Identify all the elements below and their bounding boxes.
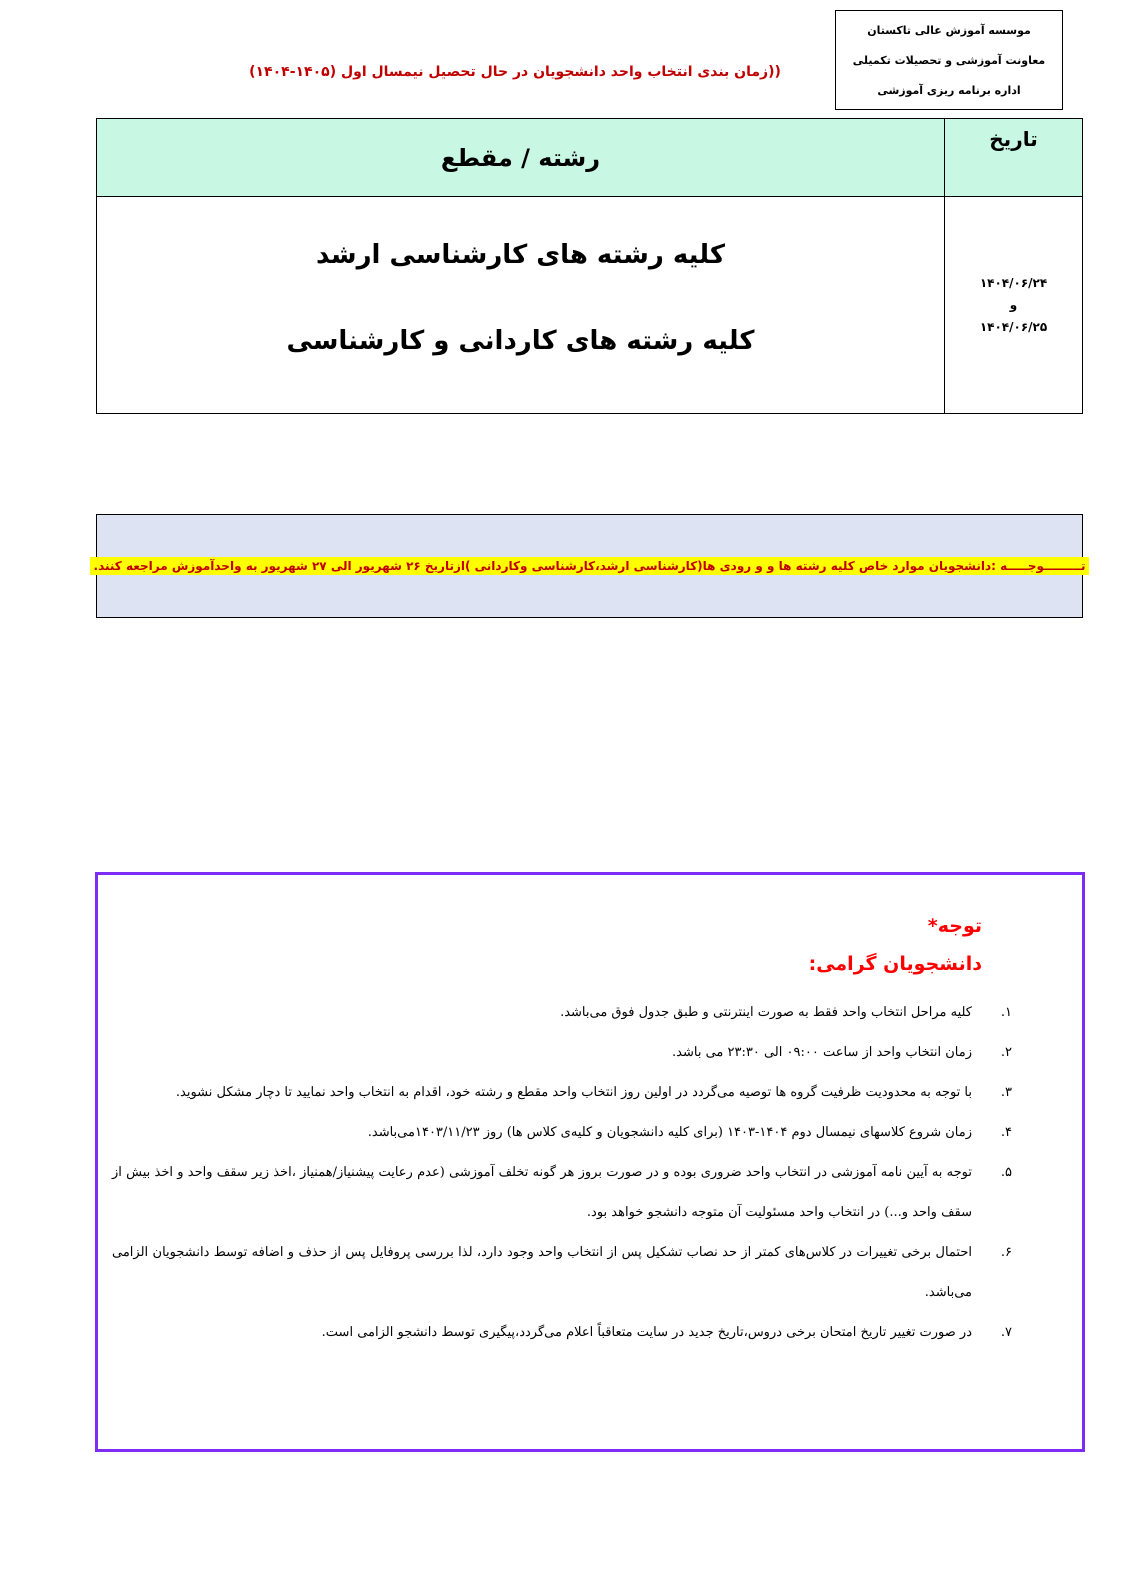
item-text: زمان انتخاب واحد از ساعت ۰۹:۰۰ الی ۲۳:۳۰ می باشد. (672, 1045, 972, 1060)
list-item (112, 1033, 1012, 1073)
notes-box (95, 872, 1085, 1452)
row-field-cell (97, 196, 944, 413)
deputy-name: معاونت آموزشی و تحصیلات تکمیلی (852, 53, 1046, 67)
list-item (112, 1233, 1012, 1313)
field-associate-bachelor: کلیه رشته های کاردانی و کارشناسی (286, 326, 755, 356)
item-number: ۳. (1000, 1085, 1012, 1100)
row-date-cell (944, 196, 1082, 413)
department-name: اداره برنامه ریزی آموزشی (877, 83, 1021, 97)
notes-heading: توجه* (927, 915, 982, 937)
item-text: احتمال برخی تغییرات در کلاس‌های کمتر از حد نصاب تشکیل پس از انتخاب واحد وجود دارد، لذا بررسی پروفایل پس از حذف و اضافه توسط دانشجویان الزامی می‌باشد. (112, 1245, 972, 1300)
notice-text: تـــــــــوجـــــه :دانشجویان موارد خاص کلیه رشته ها و و رودی ها(کارشناسی ارشد،کارشناسی وکاردانی )ازتاریخ ۲۶ شهریور الی ۲۷ شهریور به واحدآموزش مراجعه کنند. (90, 557, 1090, 575)
document-title: ((زمان بندی انتخاب واحد دانشجویان در حال تحصیل نیمسال اول (۱۴۰۵-۱۴۰۴) (249, 64, 781, 80)
date-and: و (1009, 297, 1018, 312)
header-field: رشته / مقطع (440, 143, 601, 172)
table-header-row (97, 119, 1082, 197)
list-item (112, 1153, 1012, 1233)
list-item (112, 1073, 1012, 1113)
item-number: ۵. (1000, 1165, 1012, 1180)
item-text: توجه به آیین نامه آموزشی در انتخاب واحد ضروری بوده و در صورت بروز هر گونه تخلف آموزشی (عدم رعایت پیشنیاز/همنیاز ،اخذ زیر سقف واحد و اخذ بیش از سقف واحد و...) در انتخاب واحد مسئولیت آن متوجه دانشجو خواهد بود. (112, 1165, 972, 1220)
date-second: ۱۴۰۴/۰۶/۲۵ (979, 319, 1048, 334)
item-number: ۶. (1000, 1245, 1012, 1260)
institution-name: موسسه آموزش عالی تاکستان (867, 23, 1031, 37)
item-number: ۴. (1000, 1125, 1012, 1140)
item-number: ۱. (1000, 1005, 1012, 1020)
notes-subheading: دانشجویان گرامی: (808, 953, 982, 975)
item-text: کلیه مراحل انتخاب واحد فقط به صورت اینترنتی و طبق جدول فوق می‌باشد. (560, 1005, 972, 1020)
header-date: تاریخ (944, 119, 1082, 196)
schedule-table (96, 118, 1083, 414)
list-item (112, 1113, 1012, 1153)
item-number: ۷. (1000, 1325, 1012, 1340)
item-text: با توجه به محدودیت ظرفیت گروه ها توصیه می‌گردد در اولین روز انتخاب واحد مقطع و رشته خود، اقدام به انتخاب واحد نمایید تا دچار مشکل نشوید. (175, 1085, 972, 1100)
notice-box (93, 514, 1086, 618)
item-text: زمان شروع کلاسهای نیمسال دوم ۱۴۰۴-۱۴۰۳ (برای کلیه دانشجویان و کلیه‌ی کلاس ها) روز ۱۴۰۳/۱۱/۲۳می‌باشد. (367, 1125, 972, 1140)
institution-header-box (835, 10, 1063, 110)
notes-list (112, 993, 1012, 1353)
field-masters: کلیه رشته های کارشناسی ارشد (316, 240, 725, 270)
list-item (112, 993, 1012, 1033)
list-item (112, 1313, 1012, 1353)
item-text: در صورت تغییر تاریخ امتحان برخی دروس،تاریخ جدید در سایت متعاقباً اعلام می‌گردد،پیگیری توسط دانشجو الزامی است. (321, 1325, 972, 1340)
date-first: ۱۴۰۴/۰۶/۲۴ (979, 275, 1048, 290)
item-number: ۲. (1000, 1045, 1012, 1060)
